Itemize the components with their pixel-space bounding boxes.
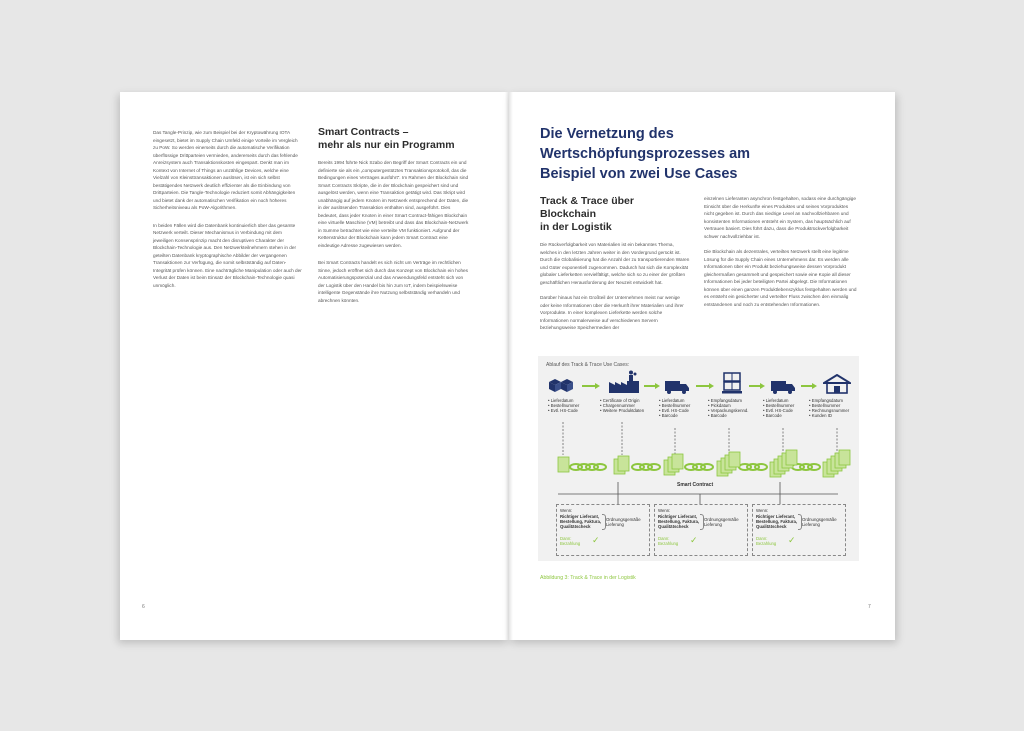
result-text: [704, 517, 739, 527]
payment-line: Dann:: [756, 536, 768, 541]
result-line: Lieferung: [802, 522, 820, 527]
paragraph: In beiden Fällen wird die Datenbank kontinuierlich über das gesamte Netzwerk verteilt. Dieser Mechanismus in Verbindung mit dem jeweiligen Konsensprinzip macht den disruptiven Charakter der Blockchain-Technologie aus. Den Netzwerkteilnehmern stehen in der geteilten Datenbank kryptographische Abbilder der vergangenen Transaktionen zur Verfügung, die somit selbstständig auf Daten-Integrität prüfen können. Eine nachträgliche Manipulation oder auch der Verlust der Daten ist beim Einsatz der Blockchain-Technologie quasi unmöglich.: [153, 222, 302, 288]
title-line: Die Vernetzung des: [540, 126, 674, 142]
condition-line: Richtiger Lieferant,: [560, 514, 600, 519]
info-item: • Barcode: [763, 413, 817, 418]
chapter-title: [540, 124, 760, 184]
info-item: • Empfangsdatum: [708, 398, 762, 403]
paragraph: Die Blockchain als dezentrales, verteiltes Netzwerk stellt eine legitime Lösung für die Supply Chain eines Unternehmens dar. Es werden alle Informationen über ein Produkt beziehungsweise dessen Vorprodukt gleichermaßen gesammelt und gespeichert sowie eine Kopie all dieser Informationen bei jeder beteiligten Partei abgelegt. Die Informationen können über einen ganzen Produktlebenszyklus festgehalten werden und es entsteht ein gesicherter und verteilter Fluss zwischen den einmalig entstandenen und noch zu entstehenden Informationen.: [704, 249, 857, 307]
result-line: Lieferung: [704, 522, 722, 527]
info-item: • Rechnungsnummer: [809, 408, 863, 413]
payment-text: [658, 536, 678, 546]
figure-title: Ablauf des Track & Trace Use Cases:: [546, 362, 630, 368]
condition-line: Qualitätscheck: [756, 524, 787, 529]
condition-line: Richtiger Lieferant,: [658, 514, 698, 519]
heading-line: mehr als nur ein Programm: [318, 139, 455, 151]
condition-line: Bestellung, Faktura,: [756, 519, 798, 524]
payment-text: [560, 536, 580, 546]
info-item: • Kunden ID: [809, 413, 863, 418]
info-item: • Chargennummer: [600, 403, 654, 408]
info-item: • Weitere Produktdaten: [600, 408, 654, 413]
paragraph: Bereits 1994 führte Nick Szabo den Begriff der Smart Contracts ein und definierte sie als ein „computergestütztes Transaktionsprotokoll, das die Bedingungen eines Vertrages ausführt“. Im Rahmen der Blockchain sind Smart Contracts Skripte, die in der Blockchain gespeichert sind und ausgelöst werden, wenn eine Transaktion getätigt wird. Das Skript wird unabhängig auf jedem Knoten im Netzwerk entsprechend der Daten, die in der auslösenden Transaktion enthalten sind, ausgeführt. Dies bedeutet, dass jeder Knoten in einer Smart Contract-fähigen Blockchain eine virtuelle Maschine (VM) betreibt und dass das Blockchain-Netzwerk in Summe betrachtet wie eine verteilte VM funktioniert. Aufgrund der Kettenstruktur der Blockchain kann jedem Smart Contract eine eindeutige Adresse zugewiesen werden.: [318, 160, 469, 248]
info-item: • Lieferdatum: [763, 398, 817, 403]
info-item: • Certificate of Origin: [600, 398, 654, 403]
figure-caption: Abbildung 3: Track & Trace in der Logistik: [540, 575, 636, 581]
checkmark-icon: ✓: [690, 535, 698, 545]
info-item: • Empfangsdatum: [809, 398, 863, 403]
left-column-2: [318, 126, 470, 311]
condition-line: Richtiger Lieferant,: [756, 514, 796, 519]
info-item: • Lieferdatum: [659, 398, 713, 403]
paragraph: einzelnen Lieferanten asynchron festgehalten, sodass eine durchgängige Einsicht über die Herkunfte eines Produktes und seines Vorproduktes nicht gegeben ist. Durch das niedrige Level an nachvollziehbaren und konsistenten Informationen entsteht ein System, das hauptsächlich auf Vertrauen basiert. Dies führt dazu, dass die Produktrückverfolgbarkeit schwer nachvollziehbar ist.: [704, 196, 856, 239]
payment-line: Bezahlung: [560, 541, 581, 546]
info-item: • Lieferdatum: [548, 398, 602, 403]
track-trace-figure: [538, 356, 859, 561]
condition-line: Bestellung, Faktura,: [560, 519, 602, 524]
contract-condition-box: [654, 504, 748, 556]
info-item: • Barcode: [708, 413, 762, 418]
smart-contract-label: Smart Contract: [677, 482, 714, 488]
checkmark-icon: ✓: [788, 535, 796, 545]
payment-line: Bezahlung: [658, 541, 679, 546]
when-label: Wenn:: [560, 508, 573, 513]
paragraph: Darüber hinaus hat ein Großteil der Unternehmen meist nur wenige oder keine Informationen über die Herkunft ihrer Materialien und ihrer Vorprodukte. In einer komplexen Lieferkette werden solche Informationen normalerweise auf verschiedenen Servern beziehungsweise Speichermedien der: [540, 295, 684, 330]
info-item: • Bestellnummer: [659, 403, 713, 408]
condition-line: Qualitätscheck: [658, 524, 689, 529]
heading-line: Smart Contracts –: [318, 126, 409, 138]
condition-line: Bestellung, Faktura,: [658, 519, 700, 524]
info-item: • Bestellnummer: [548, 403, 602, 408]
info-item: • Evtl. HS-Code: [548, 408, 602, 413]
page-number: 7: [868, 604, 871, 610]
condition-text: [756, 514, 797, 529]
payment-line: Dann:: [658, 536, 670, 541]
result-line: Ordnungsgemäße: [704, 517, 739, 522]
result-text: [606, 517, 641, 527]
paragraph: Die Rückverfolgbarkeit von Materialien ist ein bekanntes Thema, welches in den letzten Jahren weiter in den Vordergrund gerückt ist. Durch die Globalisierung hat die Anzahl der zu transportierenden Waren und Güter exponentiell zugenommen. Dadurch hat sich die Komplexität globaler Lieferketten vervielfältigt, welche sich so zu einer der größten geschäftlichen Herausforderung der Neuzeit entwickelt hat.: [540, 242, 690, 285]
left-column-1: [153, 129, 303, 296]
heading-line: Track & Trace über Blockchain: [540, 195, 634, 220]
info-item: • Bestellnummer: [763, 403, 817, 408]
info-item: • Bestellnummer: [809, 403, 863, 408]
title-line: Beispiel von zwei Use Cases: [540, 166, 738, 182]
checkmark-icon: ✓: [592, 535, 600, 545]
title-line: Wertschöpfungsprozesses am: [540, 146, 751, 162]
info-item: • Pickdatum: [708, 403, 762, 408]
info-item: • Evtl. HS-Code: [659, 408, 713, 413]
heading-line: in der Logistik: [540, 221, 612, 233]
contract-condition-box: [556, 504, 650, 556]
payment-line: Dann:: [560, 536, 572, 541]
when-label: Wenn:: [756, 508, 769, 513]
info-item: • Verpackungskennd.: [708, 408, 762, 413]
condition-text: [658, 514, 699, 529]
section-heading: [318, 126, 470, 152]
page-number: 6: [142, 604, 145, 610]
condition-text: [560, 514, 601, 529]
condition-line: Qualitätscheck: [560, 524, 591, 529]
payment-line: Bezahlung: [756, 541, 777, 546]
result-line: Ordnungsgemäße: [802, 517, 837, 522]
info-item: • Barcode: [659, 413, 713, 418]
paragraph: Das Tangle-Prinzip, wie zum Beispiel bei der Kryptowährung IOTA eingesetzt, bietet im Supply Chain Umfeld einige Vorteile im Vergleich zu PoW. So werden einerseits durch die automatische Verifikation überflüssige Drittparteien vermieden, andererseits durch das fehlende Anreizsystem auch Transaktionskosten eingespart. Denkt man im Kontext von Internet of Things an unzählige Devices, welche eine Vielzahl von Kleinsttransaktionen auslösen, ist ein sich selbst bestätigendes Netzwerk deutlich effizienter als die Einbindung von Drittparteien. Die Tangle-Technologie reduziert somit Abhängigkeiten und bietet dank der automatischen Verifikation ein noch höheres Sicherheitsniveau als PoW-Algorithmen.: [153, 130, 298, 210]
book-gutter: [505, 92, 513, 640]
right-column-2: [704, 195, 859, 315]
right-column-1: [540, 195, 690, 339]
paragraph: Bei Smart Contracts handelt es sich nicht um Verträge im rechtlichen Sinne, jedoch eröffnet sich durch das Konzept von Blockchain ein hohes Automatisierungspotenzial und das Anwendungsfeld entsteht sich von der Logistik über den Handel bis hin zum IoT, indem beispielsweise intelligente Gegenstände ihre Nutzung selbstständig verhandeln und abrechnen könnten.: [318, 260, 469, 303]
payment-text: [756, 536, 776, 546]
result-text: [802, 517, 837, 527]
info-item: • Evtl. HS-Code: [763, 408, 817, 413]
section-heading: [540, 195, 690, 234]
result-line: Lieferung: [606, 522, 624, 527]
result-line: Ordnungsgemäße: [606, 517, 641, 522]
contract-condition-box: [752, 504, 846, 556]
when-label: Wenn:: [658, 508, 671, 513]
